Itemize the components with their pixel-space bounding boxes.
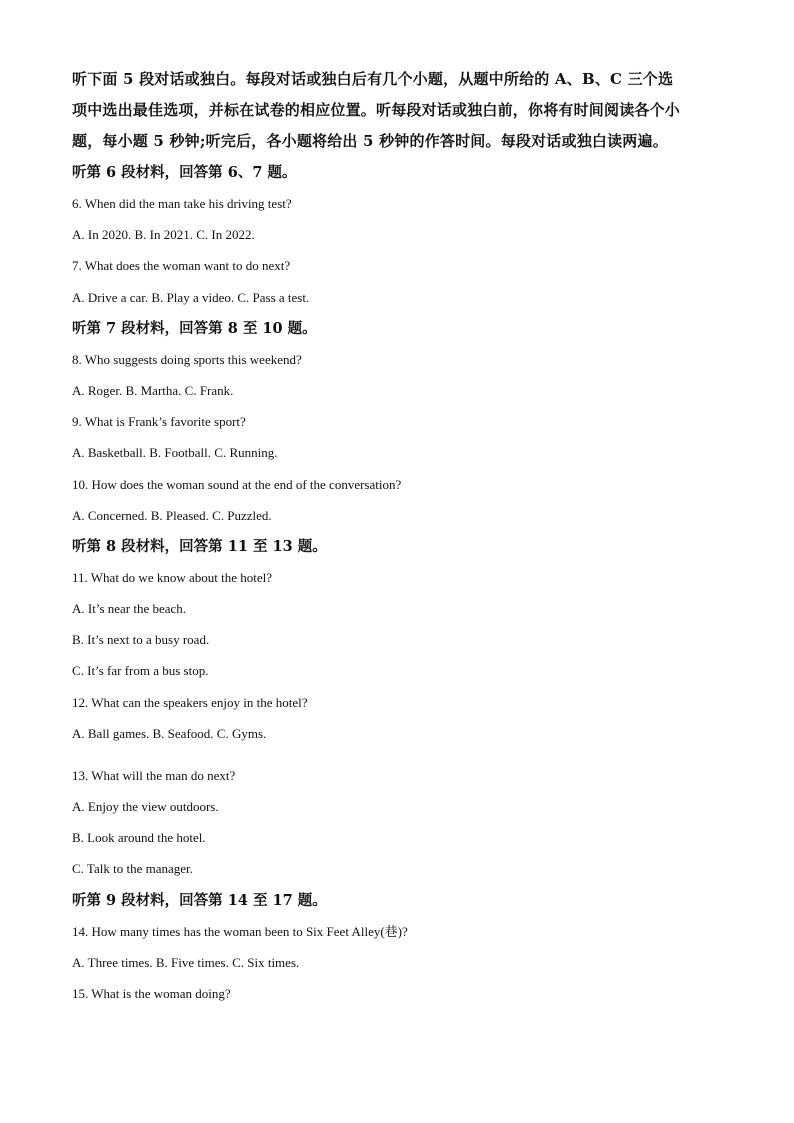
question-7: 7. What does the woman want to do next? (72, 258, 291, 274)
instructions-line: 题，每小题 5 秒钟;听完后，各小题将给出 5 秒钟的作答时间。每段对话或独白读两遍。 (72, 132, 668, 150)
section-7 (72, 313, 724, 531)
question-8: 8. Who suggests doing sports this weekend? (72, 351, 302, 367)
section-heading: 听第 6 段材料，回答第 6、7 题。 (72, 164, 297, 181)
instructions-line: 项中选出最佳选项，并标在试卷的相应位置。听每段对话或独白前，你将有时间阅读各个小 (72, 101, 681, 119)
options-10: A. Concerned. B. Pleased. C. Puzzled. (72, 507, 272, 523)
question-12: 12. What can the speakers enjoy in the hotel? (72, 694, 308, 710)
option-13-c: C. Talk to the manager. (72, 861, 193, 877)
options-14: A. Three times. B. Five times. C. Six times. (72, 954, 300, 970)
question-10: 10. How does the woman sound at the end of the conversation? (72, 476, 402, 492)
option-11-a: A. It’s near the beach. (72, 601, 187, 617)
question-14: 14. How many times has the woman been to Six Feet Alley(巷)? (72, 923, 408, 939)
option-11-c: C. It’s far from a bus stop. (72, 663, 209, 679)
section-8 (72, 531, 724, 885)
instructions-line: 听下面 5 段对话或独白。每段对话或独白后有几个小题，从题中所给的 A、B、C 三个选 (72, 70, 674, 88)
option-11-b: B. It’s next to a busy road. (72, 632, 210, 648)
question-13: 13. What will the man do next? (72, 767, 236, 783)
options-8: A. Roger. B. Martha. C. Frank. (72, 382, 234, 398)
options-6: A. In 2020. B. In 2021. C. In 2022. (72, 227, 255, 243)
exam-page (72, 64, 724, 1009)
option-13-a: A. Enjoy the view outdoors. (72, 799, 219, 814)
options-7: A. Drive a car. B. Play a video. C. Pass a test. (72, 289, 310, 305)
option-13-b: B. Look around the hotel. (72, 830, 206, 846)
options-12: A. Ball games. B. Seafood. C. Gyms. (72, 725, 267, 741)
question-6: 6. When did the man take his driving test? (72, 196, 292, 211)
question-11: 11. What do we know about the hotel? (72, 569, 273, 585)
section-9 (72, 885, 724, 1010)
section-6 (72, 157, 724, 313)
question-15: 15. What is the woman doing? (72, 985, 231, 1001)
listening-instructions (72, 64, 724, 157)
options-9: A. Basketball. B. Football. C. Running. (72, 445, 278, 461)
section-heading: 听第 8 段材料，回答第 11 至 13 题。 (72, 537, 327, 555)
section-heading: 听第 9 段材料，回答第 14 至 17 题。 (72, 891, 327, 909)
question-9: 9. What is Frank’s favorite sport? (72, 414, 246, 430)
section-heading: 听第 7 段材料，回答第 8 至 10 题。 (72, 319, 317, 337)
